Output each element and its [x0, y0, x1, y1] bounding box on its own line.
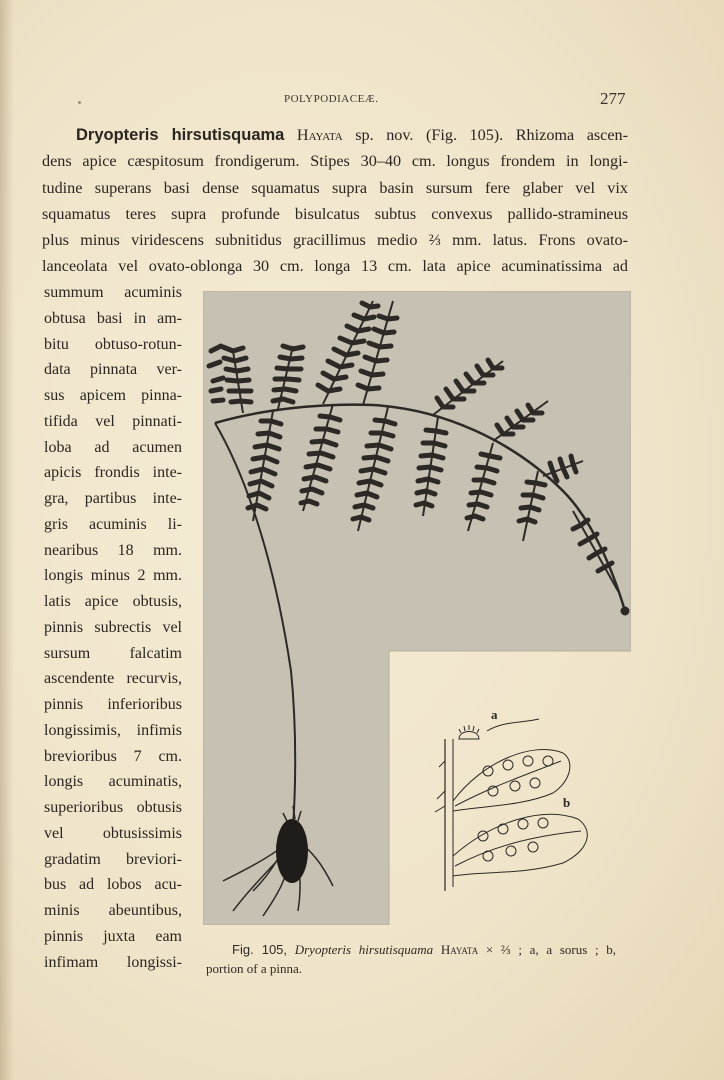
caption-species: Dryopteris hirsutisquama	[294, 942, 434, 957]
page-number: 277	[600, 89, 626, 108]
photo-background	[203, 291, 631, 925]
column-line: gradatim breviori-	[44, 851, 182, 868]
paragraph-line-1	[76, 122, 628, 148]
column-line: longissimis, infimis	[44, 722, 182, 739]
paragraph-line-2: dens apice cæspitosum frondigerum. Stipes 30–40 cm. longus frondem in longi-	[42, 152, 628, 170]
caption-scale: × ⅔ ; a, a sorus ; b,	[485, 942, 617, 957]
column-line: latis apice obtusis,	[44, 593, 182, 610]
column-line: pinnis inferioribus	[44, 696, 182, 713]
column-line: pinnis subrectis vel	[44, 619, 182, 636]
rhizome	[276, 819, 308, 883]
column-line: infimam longissi-	[44, 954, 182, 971]
paragraph-line-4: squamatus teres supra profunde bisulcatus subtus convexus pallido-stramineus	[42, 205, 628, 223]
inset-label-a: a	[491, 707, 498, 722]
column-line: superioribus obtusis	[44, 799, 182, 816]
column-line: bus ad lobos acu-	[44, 876, 182, 893]
column-line: summum acuminis	[44, 284, 182, 301]
species-name: Dryopteris hirsutisquama	[76, 126, 285, 144]
inset-label-b: b	[563, 795, 571, 810]
paragraph-line-1-text: sp. nov. (Fig. 105). Rhizoma ascen-	[355, 126, 629, 144]
column-line: ascendente recurvis,	[44, 670, 182, 687]
caption-line-2: portion of a pinna.	[206, 961, 303, 976]
caption-author: Hayata	[440, 942, 479, 957]
species-author: Hayata	[296, 126, 343, 144]
column-line: sursum falcatim	[44, 645, 182, 662]
column-line: longis acuminatis,	[44, 773, 182, 790]
caption-line-1	[206, 940, 616, 959]
column-line: loba ad acumen	[44, 439, 182, 456]
gutter-shadow	[0, 0, 14, 1080]
column-line: bitu obtuso-rotun-	[44, 336, 182, 353]
column-line: nearibus 18 mm.	[44, 542, 182, 559]
column-line: sus apicem pinna-	[44, 387, 182, 404]
paragraph-line-6: lanceolata vel ovato-oblonga 30 cm. longa 13 cm. lata apice acuminatissima ad	[42, 257, 628, 275]
column-line: obtusa basi in am-	[44, 310, 182, 327]
inset-segment-b	[453, 814, 587, 876]
ink-speck	[78, 101, 81, 104]
column-line: gris acuminis li-	[44, 516, 182, 533]
caption-fig-number: Fig. 105,	[232, 942, 288, 957]
paragraph-line-3: tudine superans basi dense squamatus supra basin sursum fere glaber vel vix	[42, 179, 628, 197]
column-line: brevioribus 7 cm.	[44, 748, 182, 765]
column-line: gra, partibus inte-	[44, 490, 182, 507]
column-line: data pinnata ver-	[44, 361, 182, 378]
column-line: vel obtusissimis	[44, 825, 182, 842]
figure-caption	[206, 940, 616, 978]
running-head: POLYPODIACEÆ.	[284, 93, 379, 105]
inset-sorus	[459, 732, 479, 740]
fern-figure	[203, 291, 631, 925]
column-line: minis abeuntibus,	[44, 902, 182, 919]
paragraph-line-5: plus minus viridescens subnitidus gracillimus medio ⅔ mm. latus. Frons ovato-	[42, 231, 628, 249]
frond-tip	[621, 607, 629, 615]
column-line: tifida vel pinnati-	[44, 413, 182, 430]
column-line: longis minus 2 mm.	[44, 567, 182, 584]
column-line: apicis frondis inte-	[44, 464, 182, 481]
column-line: pinnis juxta eam	[44, 928, 182, 945]
